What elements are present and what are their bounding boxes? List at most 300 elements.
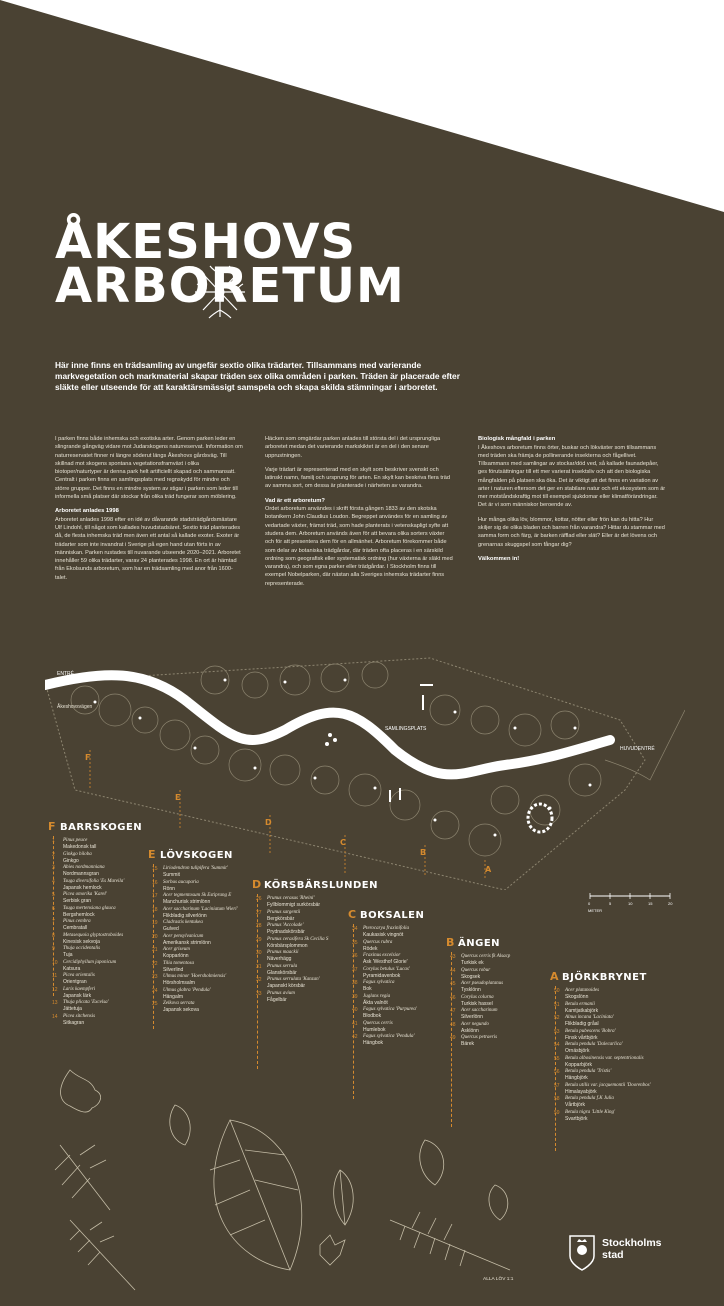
tree-number: 43 xyxy=(450,954,456,960)
tree-entry xyxy=(554,988,600,1001)
paragraph: I Åkeshovs arboretum finns örter, buskar och lökväxter som tillsammans med träden ska främja de pollinerande insekterna och fågellivet. Tillsammans med samlingar av stockar/död ved, så kallade faunadepåer, ges förutsättningar till ett mer varierat insektsliv och att den biologiska mångfalden på platsen ska öka. Det är viktigt att det finns en variation av arter i naturen eftersom det ger en stabilare natur och ett ekosystem som är mer motståndskraftig mot till exempel sjukdomar eller klimatförändringar. Det är vi som människor beroende av. xyxy=(478,444,666,509)
section-title: ÄNGEN xyxy=(458,938,501,949)
tree-latin-name: Betula pendula f.K Julia xyxy=(565,1096,614,1101)
tree-entry xyxy=(256,923,305,936)
tree-latin-name: Betula ermanii xyxy=(565,1001,595,1007)
tree-entry xyxy=(554,1001,599,1015)
tree-latin-name: Pinus peuce xyxy=(63,838,88,843)
tree-swedish-name: Finsk vårtbjörk xyxy=(565,1034,598,1041)
tree-latin-name: Cercidiphyllum japonicum xyxy=(63,959,117,965)
tree-number: 35 xyxy=(352,939,358,946)
main-entry-label: HUVUDENTRÉ xyxy=(620,746,655,752)
footer-note: ALLA LÖV 1:1 xyxy=(483,1277,514,1282)
tree-number: 48 xyxy=(450,1021,456,1028)
paragraph: Hur många olika löv, blommor, kottar, nötter eller frön kan du hitta? Hur skiljer sig de olika bladen och barren från varandra? Hittar du stammar med samma form och färg, är barken räfflad eller slät? Eller är det lövens och grenarnas skuggspel som fångar dig? xyxy=(478,516,665,548)
tree-number: 57 xyxy=(554,1082,560,1089)
tree-swedish-name: Turkisk hassel xyxy=(461,1000,493,1007)
tree-latin-name: Fagus sylvatica 'Purpurea' xyxy=(363,1007,417,1012)
tree-latin-name: Acer griseum xyxy=(163,947,190,952)
tree-swedish-name: Katsura xyxy=(63,965,81,972)
tree-number: 24 xyxy=(152,987,158,994)
tree-latin-name: Sorbus aucuparia xyxy=(163,879,199,885)
tree-entry xyxy=(352,980,395,993)
tree-entry xyxy=(52,838,97,851)
tree-latin-name: Acer saccharinum xyxy=(461,1008,498,1013)
pine-branch-icon xyxy=(55,1145,110,1210)
tree-number: 26 xyxy=(256,896,262,902)
tree-entry xyxy=(352,966,410,980)
tree-number: 14 xyxy=(52,1013,58,1020)
tree-number: 38 xyxy=(352,980,358,986)
tree-number: 40 xyxy=(352,1007,358,1013)
tree-swedish-name: Tysklönn xyxy=(461,987,481,994)
tree-entry xyxy=(554,1082,651,1096)
tree-latin-name: Acer tegmentosum Sk Estiprang E xyxy=(163,893,232,898)
tree-swedish-name: Kamtjatkabjörk xyxy=(565,1007,599,1014)
tree-swedish-name: Makedonsk tall xyxy=(63,844,97,851)
tree-number: 55 xyxy=(554,1055,560,1062)
tree-entry xyxy=(152,1001,199,1014)
tree-latin-name: Picea omorika 'Karel' xyxy=(63,892,107,897)
tree-swedish-name: Skogslönn xyxy=(565,994,589,1001)
tree-entry xyxy=(152,974,227,987)
text-column-1 xyxy=(55,435,243,588)
tree-number: 27 xyxy=(256,909,262,916)
tree-number: 4 xyxy=(52,878,55,885)
tree-swedish-name: Ornäsbjörk xyxy=(565,1048,590,1055)
tree-number: 17 xyxy=(152,893,158,899)
tree-entry xyxy=(554,1109,616,1123)
tree-swedish-name: Äkta valnöt xyxy=(363,999,388,1006)
tree-swedish-name: Bok xyxy=(363,986,372,993)
tree-latin-name: Prunus serrulata 'Kanzan' xyxy=(267,977,320,982)
tree-entry xyxy=(152,866,228,879)
tree-number: 59 xyxy=(554,1109,560,1116)
tree-latin-name: Fraxinus excelsior xyxy=(363,953,401,958)
tree-swedish-name: Kopparbjörk xyxy=(565,1061,592,1068)
stockholm-crest-icon xyxy=(566,1232,598,1272)
section-letter: A xyxy=(550,970,559,983)
tree-entry xyxy=(256,950,299,963)
sampling-label: SAMLINGSPLATS xyxy=(385,726,427,732)
tree-entry xyxy=(554,1028,616,1042)
tree-entry xyxy=(52,892,107,905)
tree-number: 29 xyxy=(256,936,262,943)
subheading: Vad är ett arboretum? xyxy=(265,497,325,504)
tree-swedish-name: Glanskörsbär xyxy=(267,969,297,976)
tree-latin-name: Acer saccharinum 'Laciniatum Wieri' xyxy=(163,906,238,912)
tree-latin-name: Abies nordmanniana xyxy=(63,865,105,870)
tree-latin-name: Alnus incana 'Laciniata' xyxy=(565,1015,614,1020)
tree-entry xyxy=(52,986,96,1000)
leaf-illustrations xyxy=(40,1060,560,1300)
tree-number: 52 xyxy=(554,1015,560,1021)
section-letter: D xyxy=(252,878,262,891)
tree-entry xyxy=(52,959,117,973)
tree-number: 46 xyxy=(450,994,456,1001)
tree-latin-name: Quercus rubra xyxy=(363,939,393,945)
tree-entry xyxy=(450,954,511,967)
tree-swedish-name: Hängbjörk xyxy=(565,1075,588,1082)
tree-swedish-name: Serbisk gran xyxy=(63,898,92,905)
section-title: BOKSALEN xyxy=(360,910,425,921)
zone-letter-d: D xyxy=(265,818,272,827)
tree-latin-name: Ginkgo biloba xyxy=(63,851,92,857)
scale-tick: 15 xyxy=(648,901,653,906)
tree-number: 32 xyxy=(256,977,262,983)
tree-latin-name: Ulmus glabra 'Pendula' xyxy=(163,987,211,993)
tree-latin-name: Prunus 'Accolade' xyxy=(267,923,304,928)
tree-number: 31 xyxy=(256,963,262,970)
tree-swedish-name: Gulved xyxy=(163,926,179,933)
tree-entry xyxy=(352,953,408,966)
tree-number: 37 xyxy=(352,966,358,973)
tree-number: 18 xyxy=(152,906,158,913)
tree-swedish-name: Asklönn xyxy=(461,1027,479,1034)
large-leaf-icon xyxy=(210,1120,302,1270)
map-ring xyxy=(528,804,552,832)
tree-latin-name: Prunus avium xyxy=(267,990,295,996)
tree-number: 45 xyxy=(450,981,456,987)
tree-number: 47 xyxy=(450,1008,456,1014)
zone-letter-c: C xyxy=(340,838,346,847)
text-column-2 xyxy=(265,435,453,594)
section-title: LÖVSKOGEN xyxy=(160,850,233,861)
cherry-leaf-icon xyxy=(334,1170,354,1225)
tree-number: 2 xyxy=(52,851,55,858)
tree-latin-name: Betula albosinensis var. septentrionalis xyxy=(565,1055,644,1061)
tree-swedish-name: Turkisk ek xyxy=(461,960,484,967)
tree-entry xyxy=(52,932,124,946)
tree-entry xyxy=(450,1008,498,1021)
tree-entry xyxy=(52,946,101,959)
tree-latin-name: Corylus betulus 'Lucas' xyxy=(363,966,410,972)
tree-latin-name: Acer pensylvanicum xyxy=(163,933,204,939)
section-title: KÖRSBÄRSLUNDEN xyxy=(264,880,378,891)
tree-latin-name: Prunus serrula xyxy=(267,963,298,969)
tree-swedish-name: Rödek xyxy=(363,945,378,952)
tree-number: 30 xyxy=(256,950,262,956)
tree-number: 51 xyxy=(554,1001,560,1008)
tree-swedish-name: Vårtbjörk xyxy=(565,1102,586,1109)
tree-entry xyxy=(352,993,391,1007)
tree-latin-name: Acer negundo xyxy=(461,1021,489,1027)
scale-tick: 0 xyxy=(588,901,591,906)
tree-entry xyxy=(554,1042,623,1055)
tree-swedish-name: Fågelbär xyxy=(267,996,287,1003)
tree-entry xyxy=(256,896,321,909)
tree-number: 25 xyxy=(152,1001,158,1007)
subheading: Arboretet anlades 1998 xyxy=(55,508,119,515)
map-road xyxy=(605,710,685,780)
tree-entry xyxy=(152,906,238,920)
entry-sublabel: Åkeshovsvägen xyxy=(57,704,93,710)
tree-number: 20 xyxy=(152,933,158,940)
tree-swedish-name: Amerikansk strimlönn xyxy=(163,939,211,946)
tree-latin-name: Tilia tomentosa xyxy=(163,960,194,966)
tree-number: 16 xyxy=(152,879,158,886)
page-title-line-1: ÅKESHOVS xyxy=(55,214,357,270)
tree-entry xyxy=(450,1035,498,1048)
tree-entry xyxy=(450,981,504,994)
tree-latin-name: Picea sitchensis xyxy=(63,1013,96,1019)
tree-entry xyxy=(450,1021,489,1035)
tree-entry xyxy=(256,977,320,990)
scale-unit: METER xyxy=(588,908,602,913)
tree-entry xyxy=(352,1020,393,1034)
tree-latin-name: Acer platanoides xyxy=(565,988,600,993)
tree-number: 12 xyxy=(52,986,58,993)
section-letter: E xyxy=(148,848,156,861)
tree-entry xyxy=(52,1013,96,1027)
tree-entry xyxy=(152,920,203,933)
section-letter: F xyxy=(48,820,56,833)
park-map xyxy=(45,640,685,890)
text-column-3 xyxy=(478,435,666,563)
zone-letter-a: A xyxy=(485,865,492,874)
tree-entry xyxy=(554,1015,614,1028)
tree-entry xyxy=(352,1034,415,1047)
page-title-line-2: ARBORETUM xyxy=(55,258,405,314)
maple-leaf-icon xyxy=(320,1235,345,1265)
tree-entry xyxy=(450,994,494,1008)
tree-swedish-name: Flikbladig gråal xyxy=(565,1021,599,1028)
tree-latin-name: Fagus sylvatica 'Pendula' xyxy=(363,1034,415,1039)
section-letter: C xyxy=(348,908,357,921)
tree-number: 22 xyxy=(152,960,158,967)
tree-latin-name: Prunus cerasifera Sk Cecilia S xyxy=(267,936,329,942)
tree-swedish-name: Humlebok xyxy=(363,1026,386,1033)
tree-swedish-name: Himalayabjörk xyxy=(565,1088,597,1095)
tree-number: 36 xyxy=(352,953,358,959)
scale-tick: 5 xyxy=(609,901,612,906)
tree-latin-name: Cladrastis kentukea xyxy=(163,920,203,925)
paragraph: Häcken som omgärdar parken anlades till största del i det ursprungliga arboretet medan det varierande markskiktet är en del i den senare upprustningen. xyxy=(265,436,441,459)
tree-number: 19 xyxy=(152,920,158,926)
tree-latin-name: Thuja plicata 'Excelsa' xyxy=(63,1000,109,1005)
paragraph: I parken finns både inhemska och exotiska arter. Genom parken leder en slingrande gångväg vidare mot Judarskogens naturreservat. Information om naturreservatet finner ni längre söderut längs Åkeshovs gårdsväg. Till skillnad mot skogens spontana vegetationsframväxt i olika biotoper/naturtyper är denna park helt artificiellt skapad och sammansatt. Centralt i parken finns en samlingsplats med regnskydd för mindre och större grupper. Det finns en mindre system av stigar i parken som leder till informella små platser där stockar från olika träd fungerar som möblering. xyxy=(55,436,243,500)
tree-swedish-name: Pyramidavenbok xyxy=(363,972,401,979)
tree-latin-name: Quercus robur xyxy=(461,967,491,973)
beech-leaf-icon xyxy=(489,1185,508,1220)
tree-latin-name: Acer pseudoplatanus xyxy=(461,981,504,986)
paragraph: Ordet arboretum användes i skrift första gången 1833 av den skotska botanikern John Claudius Loudon. Begreppet användes för en samling av vedartade växter, främst träd, som hade planterats i vetenskapligt syfte att studera dem. Arboretum används även för att bevara olika sorters växter och för att presentera dem för en allmänhet. Arboretum förekommer både som delar av botaniska trädgårdar, där träden ofta placeras i en särskild ordning som geografisk eller systematisk ordning (hur växterna är släkt med varandra), och som egna parker eller trädgårdar. I Stockholm finns till exempel Nobelparken, där nästan alla Sveriges inhemska trädarter finns representerade. xyxy=(265,506,453,587)
tree-latin-name: Quercus cerris fk Alsacp xyxy=(461,954,511,959)
tree-entry xyxy=(256,909,301,923)
tree-number: 49 xyxy=(450,1035,456,1041)
tree-latin-name: Larix kaempferi xyxy=(63,986,96,992)
tree-entry xyxy=(52,1000,109,1013)
tree-latin-name: Liriodendron tulipifera 'Summit' xyxy=(163,866,228,871)
tree-latin-name: Betula pubescens 'Bobra' xyxy=(565,1028,616,1034)
tree-swedish-name: Skogsek xyxy=(461,973,481,980)
tree-entry xyxy=(152,893,232,906)
tree-swedish-name: Prydnadskörsbär xyxy=(267,929,305,936)
tree-entry xyxy=(352,939,393,953)
tree-swedish-name: Cembratall xyxy=(63,925,88,932)
section-letter: B xyxy=(446,936,455,949)
tree-number: 56 xyxy=(554,1069,560,1075)
welcome-text: Välkommen in! xyxy=(478,555,520,562)
tree-swedish-name: Ask 'Westhof Glorie' xyxy=(363,959,408,966)
tree-swedish-name: Blodbok xyxy=(363,1013,382,1020)
zone-letter-b: B xyxy=(420,848,427,857)
tree-latin-name: Prunus cerasus 'Rheinl' xyxy=(267,896,315,901)
tree-latin-name: Betula nigra 'Little King' xyxy=(565,1109,616,1115)
tree-latin-name: Fagus sylvatica xyxy=(363,980,395,985)
tree-number: 41 xyxy=(352,1020,358,1027)
tree-latin-name: Betula pendula 'Tristis' xyxy=(565,1069,612,1074)
stockholm-logo-text xyxy=(602,1238,662,1261)
tree-number: 54 xyxy=(554,1042,560,1048)
section-title: BARRSKOGEN xyxy=(60,822,143,833)
tree-latin-name: Prunus maackii xyxy=(267,950,299,955)
tree-latin-name: Thuja occidentalis xyxy=(63,946,101,951)
tree-swedish-name: Flikbladig silverlönn xyxy=(163,912,207,919)
tree-number: 13 xyxy=(52,1000,58,1006)
tree-latin-name: Tsuga mertensiana glauca xyxy=(63,905,116,911)
tree-number: 21 xyxy=(152,947,158,953)
tree-swedish-name: Japanskt körsbär xyxy=(267,983,306,990)
tree-number: 23 xyxy=(152,974,158,980)
tree-swedish-name: Näverhägg xyxy=(267,956,292,963)
tree-entry xyxy=(152,933,211,947)
tree-roots-o-icon xyxy=(195,262,245,322)
tree-number: 50 xyxy=(554,988,560,994)
tree-number: 58 xyxy=(554,1096,560,1102)
logo-line-2: stad xyxy=(602,1248,624,1261)
subheading: Biologisk mångfald i parken xyxy=(478,436,556,442)
tree-entry xyxy=(52,878,125,892)
tree-number: 9 xyxy=(52,946,55,952)
tree-swedish-name: Silverlind xyxy=(163,966,184,973)
tree-swedish-name: Sitkagran xyxy=(63,1019,85,1026)
tree-number: 28 xyxy=(256,923,262,929)
tree-entry xyxy=(256,936,329,950)
tree-swedish-name: Svartbjörk xyxy=(565,1115,588,1122)
tree-number: 7 xyxy=(52,919,55,925)
tree-entry xyxy=(152,879,199,893)
tree-swedish-name: Tuja xyxy=(63,952,73,959)
section-dashed-line xyxy=(53,836,54,996)
tree-latin-name: Quercus petraeris xyxy=(461,1035,498,1040)
tree-number: 5 xyxy=(52,892,55,898)
tree-number: 11 xyxy=(52,973,58,979)
tree-swedish-name: Japansk lärk xyxy=(63,992,92,999)
tree-swedish-name: Summit xyxy=(163,872,180,879)
birch-leaf-icon xyxy=(420,1140,444,1185)
tree-latin-name: Ulmus minor 'Hoersholmiensis' xyxy=(163,974,227,979)
tree-entry xyxy=(554,1096,614,1109)
tree-swedish-name: Japansk hemlock xyxy=(63,884,102,891)
zone-letter-f: F xyxy=(85,753,91,762)
tree-swedish-name: Ginkgo xyxy=(63,857,79,864)
tree-swedish-name: Fyllblommigt surkörsbär xyxy=(267,902,321,909)
scale-bar xyxy=(588,890,678,914)
tree-swedish-name: Kaukasisk vingnöt xyxy=(363,932,404,939)
oak-leaf-icon xyxy=(61,1070,101,1112)
tree-latin-name: Prunus sargentii xyxy=(267,909,301,915)
tree-latin-name: Betula pendula 'Dalecarlica' xyxy=(565,1042,623,1047)
tree-swedish-name: Hörsholmsalm xyxy=(163,980,195,987)
scale-tick: 10 xyxy=(628,901,633,906)
tree-swedish-name: Japansk sekova xyxy=(163,1007,199,1014)
tree-latin-name: Zelkova serrata xyxy=(163,1001,195,1006)
tree-swedish-name: Silverlönn xyxy=(461,1014,483,1021)
intro-text: Här inne finns en trädsamling av ungefär sextio olika trädarter. Tillsammans med varierande markvegetation och markmaterial skapar träden sex olika områden i parken. Träden är placerade efter släkte eller utseende för att karaktärsmässigt samspela och skapa skilda stämningar i arboretet. xyxy=(55,360,460,392)
tree-entry xyxy=(256,963,298,977)
paragraph: Arboretet anlades 1998 efter en idé av dåvarande stadsträdgårdsmästare Ulf Lindohl, till något som kallades huvudstadsäret. Sextio träd planterades då, de flesta inhemska träd men även ett antal så kallade exoter. Exoter är trädarter som inte invandrat i Sverige på egen hand utan förts in av människan. Parken rustades till nuvarande utseende 2020–2021. Arboretet innehåller 59 olika trädarter, varav 24 planterades 1998. En ort är hämtad från Ekolsunds arboretum, som har en trädsamling med anor från 1600-talet. xyxy=(55,516,241,581)
tree-number: 1 xyxy=(52,838,55,844)
tree-number: 34 xyxy=(352,926,358,932)
tree-swedish-name: Bergkörsbär xyxy=(267,915,295,922)
tree-number: 6 xyxy=(52,905,55,912)
scale-tick: 20 xyxy=(668,901,673,906)
fern-leaf-icon xyxy=(70,1220,135,1290)
tree-number: 39 xyxy=(352,993,358,1000)
entry-label: ENTRÉ xyxy=(57,671,74,677)
tree-entry xyxy=(554,1069,612,1082)
small-leaf-icon xyxy=(170,1105,190,1145)
tree-swedish-name: Bärek xyxy=(461,1041,475,1048)
ash-branch-icon xyxy=(390,1212,510,1270)
tree-swedish-name: Kinesisk sekvoja xyxy=(63,938,100,945)
tree-number: 10 xyxy=(52,959,58,966)
tree-latin-name: Pinus cembra xyxy=(63,919,91,924)
zone-letter-e: E xyxy=(175,793,181,802)
tree-number: 44 xyxy=(450,967,456,974)
tree-swedish-name: Manchurisk strimlönn xyxy=(163,899,211,906)
tree-entry xyxy=(52,973,95,986)
tree-swedish-name: Orientgran xyxy=(63,979,87,986)
tree-number: 15 xyxy=(152,866,158,872)
tree-entry xyxy=(52,905,116,919)
tree-number: 42 xyxy=(352,1034,358,1040)
tree-swedish-name: Nordmannsgran xyxy=(63,871,99,878)
tree-number: 8 xyxy=(52,932,55,939)
tree-swedish-name: Rönn xyxy=(163,885,175,892)
tree-swedish-name: Hängbok xyxy=(363,1040,384,1047)
tree-entry xyxy=(352,926,410,939)
tree-latin-name: Quercus cerris xyxy=(363,1020,393,1026)
map-tree-markers xyxy=(94,679,592,837)
tree-latin-name: Tsuga diversifolia 'Es Mareila' xyxy=(63,878,125,884)
paragraph: Varje trädart är representerad med en skylt som beskriver svenskt och latinskt namn, familj och ursprung för arten. En skylt kan beskriva flera träd av samma sort, om dessa är planterade i närheten av varandra. xyxy=(265,466,450,490)
tree-swedish-name: Jättetuja xyxy=(63,1006,82,1013)
tree-entry xyxy=(152,947,190,960)
tree-entry xyxy=(450,967,491,981)
logo-line-1: Stockholms xyxy=(602,1237,662,1249)
tree-latin-name: Juglans regia xyxy=(363,993,391,999)
tree-swedish-name: Kopparlönn xyxy=(163,953,189,960)
tree-entry xyxy=(52,919,91,932)
tree-latin-name: Metasequoia glyptostroboides xyxy=(63,932,124,938)
tree-number: 53 xyxy=(554,1028,560,1035)
tree-entry xyxy=(352,1007,417,1020)
tree-entry xyxy=(152,960,194,974)
map-samlingsplats xyxy=(390,685,433,802)
tree-entry xyxy=(152,987,211,1001)
tree-entry xyxy=(256,990,295,1004)
tree-entry xyxy=(52,865,105,878)
tree-latin-name: Corylus colurna xyxy=(461,994,494,1000)
tree-latin-name: Picea orientalis xyxy=(63,973,95,978)
tree-swedish-name: Hängalm xyxy=(163,993,184,1000)
tree-swedish-name: Bergshemlock xyxy=(63,911,95,918)
tree-latin-name: Pterocarya fraxinifolia xyxy=(363,926,410,931)
tree-entry xyxy=(554,1055,644,1069)
tree-entry xyxy=(52,851,92,865)
